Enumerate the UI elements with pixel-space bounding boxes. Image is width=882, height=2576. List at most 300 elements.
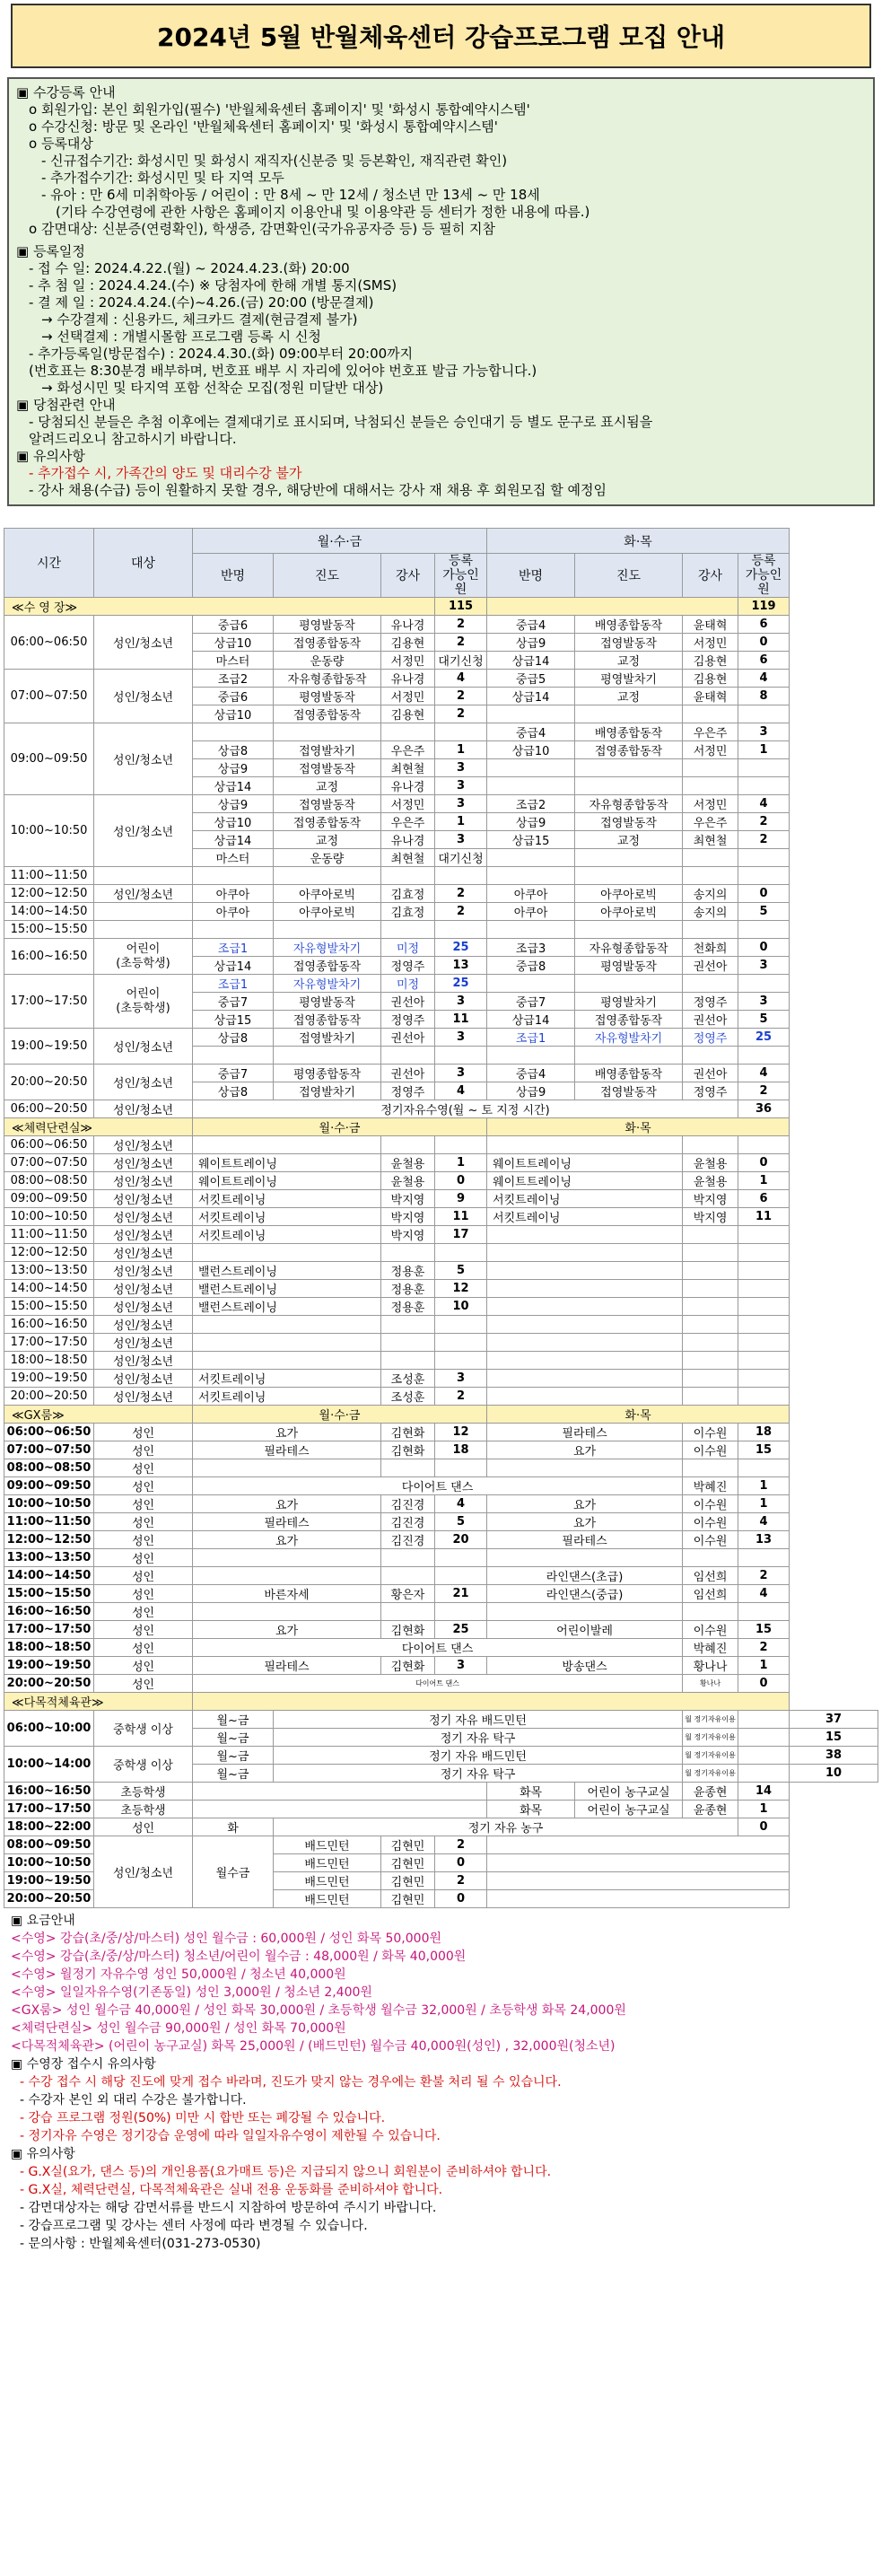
table-row bbox=[4, 885, 878, 903]
span-class-cell: 다이어트 댄스 bbox=[193, 1477, 683, 1495]
class-cell bbox=[381, 1047, 435, 1065]
target-cell: 성인/청소년 bbox=[94, 616, 193, 670]
class-cell: 접영종합동작 bbox=[575, 1011, 683, 1029]
class-cell: 김용현 bbox=[683, 652, 738, 670]
instructor-cell: 김진경 bbox=[381, 1531, 435, 1549]
time-cell: 13:00~13:50 bbox=[4, 1262, 94, 1280]
class-cell bbox=[193, 723, 274, 741]
class-cell bbox=[193, 1244, 381, 1262]
class-cell: 자유형종합동작 bbox=[575, 795, 683, 813]
class-cell: 어린이 농구교실 bbox=[575, 1783, 683, 1801]
class-cell: 송지의 bbox=[683, 885, 738, 903]
table-row bbox=[4, 1100, 878, 1118]
table-row bbox=[4, 1154, 878, 1172]
span-class-cell: 다이어트 댄스 bbox=[193, 1675, 683, 1693]
instructor-cell: 박지영 bbox=[683, 1190, 738, 1208]
time-cell: 14:00~14:50 bbox=[4, 1567, 94, 1585]
instructor-cell: 정용훈 bbox=[381, 1298, 435, 1316]
info-line: o 회원가입: 본인 회원가입(필수) '반월체육센터 홈페이지' 및 '화성시 통합예약시스템' bbox=[29, 101, 530, 118]
class-cell: 아쿠아 bbox=[487, 885, 575, 903]
class-cell bbox=[193, 1603, 381, 1621]
class-cell: 접영발동작 bbox=[575, 1082, 683, 1100]
cell bbox=[487, 1890, 790, 1908]
class-cell: 8 bbox=[738, 688, 790, 705]
info-line: → 수강결제 : 신용카드, 체크카드 결제(현금결제 불가) bbox=[41, 311, 358, 328]
time-cell: 16:00~16:50 bbox=[4, 1783, 94, 1801]
class-cell: 어린이 농구교실 bbox=[575, 1801, 683, 1818]
class-cell bbox=[193, 1567, 381, 1585]
instructor-cell: 임선희 bbox=[683, 1585, 738, 1603]
cap-cell: 15 bbox=[738, 1441, 790, 1459]
target-cell: 성인 bbox=[94, 1513, 193, 1531]
instructor-cell: 윤철용 bbox=[381, 1154, 435, 1172]
class-cell: 서킷트레이닝 bbox=[193, 1388, 381, 1406]
class-cell bbox=[738, 759, 790, 777]
time-cell: 19:00~19:50 bbox=[4, 1657, 94, 1675]
info-line: → 선택결제 : 개별시몰함 프로그램 등록 시 신청 bbox=[41, 329, 321, 345]
class-cell bbox=[193, 867, 274, 885]
class-cell bbox=[487, 975, 575, 993]
class-cell: 정영주 bbox=[381, 957, 435, 975]
time-cell: 15:00~15:50 bbox=[4, 1298, 94, 1316]
info-line: o 수강신청: 방문 및 온라인 '반월체육센터 홈페이지' 및 '화성시 통합예약시스템' bbox=[29, 118, 498, 135]
table-row bbox=[4, 1531, 878, 1549]
time-cell: 07:00~07:50 bbox=[4, 1441, 94, 1459]
class-cell: 3 bbox=[435, 795, 487, 813]
time-cell: 06:00~20:50 bbox=[4, 1100, 94, 1118]
target-cell: 성인/청소년 bbox=[94, 1029, 193, 1065]
class-cell: 운동량 bbox=[274, 849, 381, 867]
class-cell: 25 bbox=[738, 1029, 790, 1047]
class-cell: 상급15 bbox=[193, 1011, 274, 1029]
cap-cell: 6 bbox=[738, 1190, 790, 1208]
info-line: - 추가등록일(방문접수) : 2024.4.30.(화) 09:00부터 20:00까지 bbox=[29, 346, 414, 362]
cap-cell bbox=[738, 1549, 790, 1567]
cap-cell bbox=[435, 1352, 487, 1370]
day-cell: 월수금 bbox=[193, 1836, 274, 1908]
time-cell: 11:00~11:50 bbox=[4, 1513, 94, 1531]
info-line: - 추가접수기간: 화성시민 및 타 지역 모두 bbox=[41, 170, 284, 186]
class-cell: 2 bbox=[435, 634, 487, 652]
class-cell: 3 bbox=[435, 993, 487, 1011]
instructor-cell: 조성훈 bbox=[381, 1370, 435, 1388]
class-cell bbox=[487, 1280, 683, 1298]
cap-cell: 0 bbox=[738, 1675, 790, 1693]
class-cell: 2 bbox=[738, 1082, 790, 1100]
fee-line: <수영> 강습(초/중/상/마스터) 성인 월수금 : 60,000원 / 성인 화목 50,000원 bbox=[11, 1932, 441, 1946]
class-cell bbox=[738, 975, 790, 993]
class-cell bbox=[193, 921, 274, 939]
class-cell bbox=[487, 1459, 683, 1477]
class-cell bbox=[435, 723, 487, 741]
time-cell: 08:00~09:50 bbox=[4, 1836, 94, 1854]
cap-cell bbox=[738, 1262, 790, 1280]
class-cell bbox=[274, 867, 381, 885]
class-cell: 교정 bbox=[274, 777, 381, 795]
class-cell: 11 bbox=[435, 1011, 487, 1029]
class-cell: 상급14 bbox=[487, 652, 575, 670]
class-cell: 중급4 bbox=[487, 723, 575, 741]
class-cell: 마스터 bbox=[193, 652, 274, 670]
cap-cell: 1 bbox=[738, 1801, 790, 1818]
cell bbox=[193, 1783, 487, 1801]
instructor-cell bbox=[683, 1280, 738, 1298]
column-header: 강사 bbox=[683, 554, 738, 598]
category-row bbox=[4, 1406, 878, 1424]
class-cell: 김효정 bbox=[381, 885, 435, 903]
class-cell: 권선아 bbox=[381, 993, 435, 1011]
instructor-cell: 정용훈 bbox=[381, 1280, 435, 1298]
target-cell: 성인/청소년 bbox=[94, 1244, 193, 1262]
swim-notice-line: - 수강자 본인 외 대리 수강은 불가합니다. bbox=[20, 2093, 247, 2107]
class-cell bbox=[575, 867, 683, 885]
class-cell bbox=[274, 921, 381, 939]
class-cell bbox=[738, 1047, 790, 1065]
target-cell: 성인/청소년 bbox=[94, 1334, 193, 1352]
instructor-cell: 김현민 bbox=[381, 1890, 435, 1908]
info-line: (기타 수강연령에 관한 사항은 홈페이지 이용안내 및 이용약관 등 센터가 정한 내용에 따름.) bbox=[56, 204, 590, 220]
target-cell: 성인 bbox=[94, 1441, 193, 1459]
table-row bbox=[4, 1172, 878, 1190]
cap-cell: 0 bbox=[435, 1172, 487, 1190]
gym-tt-header: 화·목 bbox=[487, 1118, 790, 1136]
class-cell: 접영발동작 bbox=[274, 795, 381, 813]
class-cell: 자유형발차기 bbox=[575, 1029, 683, 1047]
instructor-cell bbox=[683, 1244, 738, 1262]
instructor-cell: 황은자 bbox=[381, 1585, 435, 1603]
time-cell: 09:00~09:50 bbox=[4, 723, 94, 795]
time-cell: 12:00~12:50 bbox=[4, 1244, 94, 1262]
class-cell: 배드민턴 bbox=[274, 1836, 381, 1854]
class-cell: 접영발동작 bbox=[575, 634, 683, 652]
swim-mwf-total: 115 bbox=[435, 598, 487, 616]
class-cell: 접영발동작 bbox=[274, 759, 381, 777]
instructor-cell: 박지영 bbox=[381, 1226, 435, 1244]
class-cell: 3 bbox=[435, 759, 487, 777]
cap-cell: 4 bbox=[435, 1495, 487, 1513]
class-cell: 5 bbox=[738, 1011, 790, 1029]
time-cell: 06:00~06:50 bbox=[4, 1136, 94, 1154]
instructor-cell bbox=[683, 1352, 738, 1370]
page-title: 2024년 5월 반월체육센터 강습프로그램 모집 안내 bbox=[11, 4, 871, 68]
instructor-cell bbox=[381, 1549, 435, 1567]
class-cell: 접영종합동작 bbox=[274, 1011, 381, 1029]
table-row bbox=[4, 1783, 878, 1801]
class-cell: 상급14 bbox=[193, 957, 274, 975]
cap-cell: 15 bbox=[738, 1621, 790, 1639]
target-cell: 성인 bbox=[94, 1621, 193, 1639]
instructor-cell bbox=[683, 1226, 738, 1244]
note-cell: 월 정기자유이용 bbox=[683, 1729, 738, 1747]
class-cell: 서킷트레이닝 bbox=[193, 1190, 381, 1208]
info-line: - 접 수 일: 2024.4.22.(월) ~ 2024.4.23.(화) 20:00 bbox=[29, 260, 350, 276]
time-cell: 12:00~12:50 bbox=[4, 1531, 94, 1549]
swim-notice-line: - 정기자유 수영은 정기강습 운영에 따라 일일자유수영이 제한될 수 있습니다. bbox=[20, 2129, 441, 2143]
class-cell: 최현철 bbox=[381, 759, 435, 777]
time-cell: 19:00~19:50 bbox=[4, 1872, 94, 1890]
class-cell: 2 bbox=[738, 831, 790, 849]
time-cell: 12:00~12:50 bbox=[4, 885, 94, 903]
class-cell: 중급8 bbox=[487, 957, 575, 975]
target-cell: 성인/청소년 bbox=[94, 1298, 193, 1316]
class-cell: 3 bbox=[435, 1029, 487, 1047]
cap-cell bbox=[738, 1370, 790, 1388]
win-list bbox=[16, 414, 866, 448]
cap-cell: 9 bbox=[435, 1190, 487, 1208]
cap-cell: 2 bbox=[738, 1567, 790, 1585]
class-cell: 교정 bbox=[575, 652, 683, 670]
class-cell: 권선아 bbox=[381, 1029, 435, 1047]
class-cell: 중급4 bbox=[487, 1065, 575, 1082]
class-cell bbox=[683, 849, 738, 867]
class-cell bbox=[575, 975, 683, 993]
class-cell: 권선아 bbox=[683, 957, 738, 975]
class-cell: 최현철 bbox=[683, 831, 738, 849]
table-row bbox=[4, 1370, 878, 1388]
class-cell bbox=[487, 777, 575, 795]
class-cell bbox=[193, 1459, 381, 1477]
day-cell: 화목 bbox=[487, 1801, 575, 1818]
column-header: 등록 가능인원 bbox=[738, 554, 790, 598]
target-cell: 성인/청소년 bbox=[94, 1388, 193, 1406]
class-cell bbox=[487, 1262, 683, 1280]
class-cell: 배드민턴 bbox=[274, 1890, 381, 1908]
schedule-heading: ▣ 등록일정 bbox=[16, 243, 85, 259]
instructor-cell: 윤철용 bbox=[683, 1172, 738, 1190]
gym-mwf-header: 월·수·금 bbox=[193, 1118, 487, 1136]
class-cell: 평영발차기 bbox=[575, 993, 683, 1011]
time-cell: 18:00~18:50 bbox=[4, 1639, 94, 1657]
cap-cell: 2 bbox=[435, 1872, 487, 1890]
instructor-cell bbox=[683, 1549, 738, 1567]
gx-tt-header: 화·목 bbox=[487, 1406, 790, 1424]
cap-cell: 20 bbox=[435, 1531, 487, 1549]
time-cell: 17:00~17:50 bbox=[4, 1621, 94, 1639]
instructor-cell: 김현화 bbox=[381, 1621, 435, 1639]
class-cell: 미정 bbox=[381, 939, 435, 957]
time-cell: 06:00~06:50 bbox=[4, 616, 94, 670]
class-cell: 접영발차기 bbox=[274, 741, 381, 759]
notice-line: - G.X실, 체력단련실, 다목적체육관은 실내 전용 운동화를 준비하셔야 합니다. bbox=[20, 2183, 443, 2197]
class-cell: 대기신청 bbox=[435, 849, 487, 867]
class-cell: 천화희 bbox=[683, 939, 738, 957]
cap-cell: 4 bbox=[738, 1513, 790, 1531]
table-row bbox=[4, 1603, 878, 1621]
class-cell: 정영주 bbox=[683, 1029, 738, 1047]
gym-category-label: ≪체력단련실≫ bbox=[4, 1118, 193, 1136]
time-cell: 09:00~09:50 bbox=[4, 1190, 94, 1208]
instructor-cell bbox=[683, 1459, 738, 1477]
class-cell: 정영주 bbox=[381, 1082, 435, 1100]
class-cell: 우은주 bbox=[683, 723, 738, 741]
class-cell: 중급5 bbox=[487, 670, 575, 688]
class-cell: 25 bbox=[435, 939, 487, 957]
class-cell bbox=[683, 705, 738, 723]
cap-cell bbox=[738, 1298, 790, 1316]
class-cell: 0 bbox=[738, 634, 790, 652]
class-cell: 접영발동작 bbox=[575, 813, 683, 831]
class-cell: 밸런스트레이닝 bbox=[193, 1298, 381, 1316]
instructor-cell bbox=[381, 1334, 435, 1352]
class-cell: 접영종합동작 bbox=[274, 957, 381, 975]
class-cell: 접영종합동작 bbox=[274, 634, 381, 652]
class-cell bbox=[487, 1603, 683, 1621]
class-cell: 평영발동작 bbox=[274, 688, 381, 705]
table-row bbox=[4, 723, 878, 741]
notice-line: - 감면대상자는 해당 감면서류를 반드시 지참하여 방문하여 주시기 바랍니다. bbox=[20, 2201, 437, 2215]
instructor-cell: 윤종현 bbox=[683, 1783, 738, 1801]
tt-header: 화·목 bbox=[487, 529, 790, 554]
table-row bbox=[4, 1585, 878, 1603]
class-cell: 자유형종합동작 bbox=[575, 939, 683, 957]
class-cell: 상급14 bbox=[487, 1011, 575, 1029]
class-cell bbox=[683, 759, 738, 777]
class-cell: 대기신청 bbox=[435, 652, 487, 670]
class-cell: 3 bbox=[738, 723, 790, 741]
class-cell: 조급2 bbox=[487, 795, 575, 813]
column-header: 등록 가능인원 bbox=[435, 554, 487, 598]
class-cell: 서킷트레이닝 bbox=[193, 1208, 381, 1226]
class-cell: 라인댄스(초급) bbox=[487, 1567, 683, 1585]
class-cell: 3 bbox=[435, 777, 487, 795]
class-cell bbox=[487, 1549, 683, 1567]
time-cell: 07:00~07:50 bbox=[4, 1154, 94, 1172]
target-cell: 성인 bbox=[94, 1495, 193, 1513]
time-cell: 06:00~06:50 bbox=[4, 1424, 94, 1441]
class-cell: 아쿠아 bbox=[487, 903, 575, 921]
time-cell: 09:00~09:50 bbox=[4, 1477, 94, 1495]
instructor-cell: 김현화 bbox=[381, 1424, 435, 1441]
class-cell: 25 bbox=[435, 975, 487, 993]
cap-cell: 3 bbox=[435, 1370, 487, 1388]
time-cell: 11:00~11:50 bbox=[4, 867, 94, 885]
class-cell: 정영주 bbox=[683, 1082, 738, 1100]
cap-cell bbox=[738, 1334, 790, 1352]
instructor-cell: 김현민 bbox=[381, 1872, 435, 1890]
class-cell: 김효정 bbox=[381, 903, 435, 921]
class-cell: 1 bbox=[738, 741, 790, 759]
class-cell: 조급1 bbox=[487, 1029, 575, 1047]
class-cell: 중급7 bbox=[193, 993, 274, 1011]
time-cell: 18:00~22:00 bbox=[4, 1818, 94, 1836]
info-line: - 추 첨 일 : 2024.4.24.(수) ※ 당첨자에 한해 개별 통지(SMS) bbox=[29, 277, 397, 294]
table-row bbox=[4, 1441, 878, 1459]
class-cell: 자유형발차기 bbox=[274, 939, 381, 957]
schedule-table bbox=[4, 528, 878, 1908]
target-cell bbox=[94, 867, 193, 885]
instructor-cell: 김현화 bbox=[381, 1441, 435, 1459]
notice-heading: ▣ 유의사항 bbox=[11, 2147, 75, 2161]
fee-line: <수영> 일일자유수영(기존동일) 성인 3,000원 / 청소년 2,400원 bbox=[11, 1985, 372, 2000]
cap-cell: 25 bbox=[435, 1621, 487, 1639]
target-cell: 어린이 (초등학생) bbox=[94, 939, 193, 975]
category-row bbox=[4, 1118, 878, 1136]
class-cell bbox=[487, 705, 575, 723]
class-cell bbox=[575, 759, 683, 777]
time-cell: 10:00~10:50 bbox=[4, 1495, 94, 1513]
target-cell: 성인 bbox=[94, 1459, 193, 1477]
info-line: - 결 제 일 : 2024.4.24.(수)~4.26.(금) 20:00 (방문결제) bbox=[29, 294, 374, 311]
class-cell bbox=[487, 759, 575, 777]
class-cell: 상급15 bbox=[487, 831, 575, 849]
cap-cell: 1 bbox=[738, 1172, 790, 1190]
class-cell: 서정민 bbox=[683, 741, 738, 759]
class-cell: 아쿠아로빅 bbox=[274, 903, 381, 921]
time-cell: 17:00~17:50 bbox=[4, 1334, 94, 1352]
cap-cell: 21 bbox=[435, 1585, 487, 1603]
class-cell bbox=[435, 1047, 487, 1065]
cap-cell bbox=[435, 1136, 487, 1154]
class-cell: 상급10 bbox=[487, 741, 575, 759]
instructor-cell bbox=[683, 1316, 738, 1334]
class-cell: 상급14 bbox=[487, 688, 575, 705]
class-cell bbox=[487, 1388, 683, 1406]
cap-cell: 10 bbox=[790, 1765, 878, 1783]
class-cell: 우은주 bbox=[381, 741, 435, 759]
time-cell: 13:00~13:50 bbox=[4, 1549, 94, 1567]
instructor-cell bbox=[381, 1459, 435, 1477]
target-cell: 어린이 (초등학생) bbox=[94, 975, 193, 1029]
category-row bbox=[4, 598, 878, 616]
class-cell: 유나경 bbox=[381, 670, 435, 688]
class-cell: 서정민 bbox=[381, 688, 435, 705]
class-cell bbox=[435, 867, 487, 885]
instructor-cell: 임선희 bbox=[683, 1567, 738, 1585]
enroll-heading: ▣ 수강등록 안내 bbox=[16, 84, 116, 101]
class-cell bbox=[487, 921, 575, 939]
time-cell: 08:00~08:50 bbox=[4, 1459, 94, 1477]
column-header: 진도 bbox=[575, 554, 683, 598]
class-cell: 3 bbox=[435, 831, 487, 849]
table-row bbox=[4, 1621, 878, 1639]
table-row bbox=[4, 939, 878, 957]
cap-cell: 37 bbox=[790, 1711, 878, 1729]
class-cell: 5 bbox=[738, 903, 790, 921]
class-cell bbox=[575, 921, 683, 939]
table-row bbox=[4, 1352, 878, 1370]
class-cell bbox=[575, 705, 683, 723]
class-cell bbox=[193, 1334, 381, 1352]
instructor-cell: 박혜진 bbox=[683, 1639, 738, 1657]
class-cell: 김용현 bbox=[683, 670, 738, 688]
target-cell: 성인 bbox=[94, 1603, 193, 1621]
time-cell: 08:00~08:50 bbox=[4, 1172, 94, 1190]
cap-cell: 0 bbox=[435, 1854, 487, 1872]
class-cell: 상급9 bbox=[487, 1082, 575, 1100]
instructor-cell: 윤종현 bbox=[683, 1801, 738, 1818]
class-cell: 상급10 bbox=[193, 634, 274, 652]
notice-heading: ▣ 유의사항 bbox=[16, 448, 85, 464]
class-cell: 4 bbox=[738, 795, 790, 813]
class-cell: 평영발차기 bbox=[575, 670, 683, 688]
class-cell bbox=[193, 1549, 381, 1567]
table-row bbox=[4, 670, 878, 688]
instructor-cell: 윤철용 bbox=[683, 1154, 738, 1172]
class-cell: 조급2 bbox=[193, 670, 274, 688]
class-cell: 필라테스 bbox=[193, 1513, 381, 1531]
table-row bbox=[4, 1190, 878, 1208]
class-cell: 서킷트레이닝 bbox=[487, 1190, 683, 1208]
target-cell: 중학생 이상 bbox=[94, 1711, 193, 1747]
class-cell: 서정민 bbox=[381, 795, 435, 813]
class-cell: 권선아 bbox=[683, 1065, 738, 1082]
instructor-cell bbox=[381, 1603, 435, 1621]
class-cell: 4 bbox=[435, 1082, 487, 1100]
cap-cell: 1 bbox=[738, 1657, 790, 1675]
class-cell: 서킷트레이닝 bbox=[193, 1370, 381, 1388]
instructor-cell bbox=[683, 1136, 738, 1154]
class-cell: 권선아 bbox=[381, 1065, 435, 1082]
